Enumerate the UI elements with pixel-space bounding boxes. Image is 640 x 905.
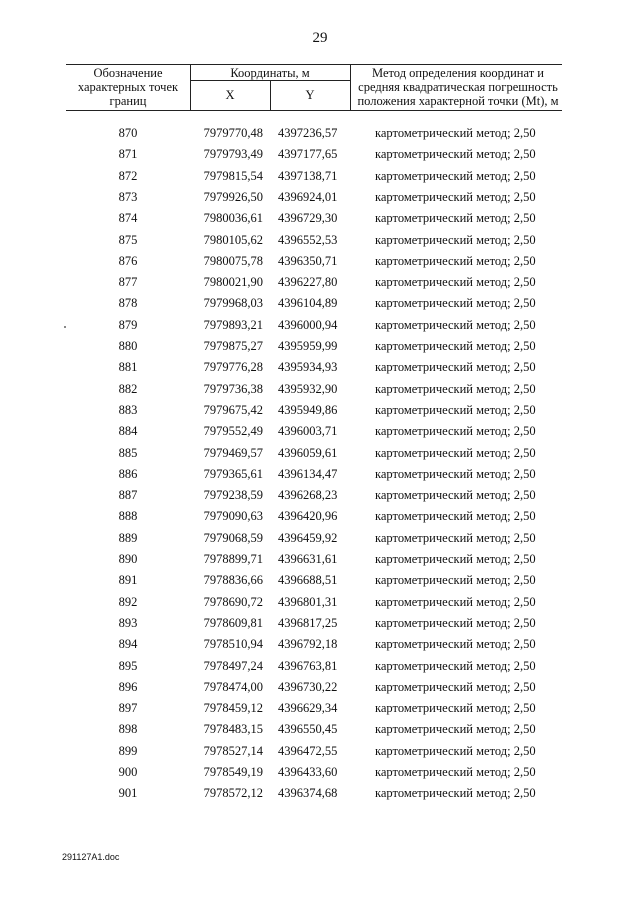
method-value: картометрический метод; 2,50 bbox=[375, 296, 536, 311]
x-value: 7979469,57 bbox=[203, 445, 263, 460]
point-id: 877 bbox=[118, 275, 138, 290]
table-row bbox=[0, 400, 640, 421]
point-id: 893 bbox=[118, 615, 138, 630]
method-value: картометрический метод; 2,50 bbox=[375, 530, 536, 545]
method-value: картометрический метод; 2,50 bbox=[375, 126, 536, 140]
y-value: 4396552,53 bbox=[278, 232, 338, 247]
x-value: 7978474,00 bbox=[203, 679, 263, 694]
table-row bbox=[0, 357, 640, 378]
header-coordinates: Координаты, м bbox=[230, 66, 310, 80]
y-value: 4395959,99 bbox=[278, 339, 338, 353]
table-row bbox=[0, 549, 640, 570]
point-id: 900 bbox=[118, 765, 138, 779]
point-id: 898 bbox=[118, 722, 138, 737]
y-value: 4396459,92 bbox=[278, 530, 338, 545]
point-id: 879 bbox=[118, 317, 138, 332]
y-value: 4396268,23 bbox=[278, 488, 338, 503]
point-id: 897 bbox=[118, 701, 138, 716]
point-id: 882 bbox=[118, 381, 138, 396]
x-value: 7978497,24 bbox=[203, 658, 263, 673]
x-value: 7979793,49 bbox=[203, 147, 263, 162]
method-value: картометрический метод; 2,50 bbox=[375, 424, 536, 439]
x-value: 7979090,63 bbox=[203, 509, 263, 524]
method-value: картометрический метод; 2,50 bbox=[375, 189, 536, 204]
point-id: 890 bbox=[118, 552, 138, 566]
method-value: картометрический метод; 2,50 bbox=[375, 360, 536, 375]
x-value: 7978899,71 bbox=[203, 552, 263, 566]
table-row bbox=[0, 443, 640, 464]
y-value: 4396104,89 bbox=[278, 296, 338, 311]
method-value: картометрический метод; 2,50 bbox=[375, 402, 536, 417]
point-id: 872 bbox=[118, 168, 138, 183]
x-value: 7979770,48 bbox=[203, 126, 263, 140]
table-row bbox=[0, 379, 640, 400]
header-y: Y bbox=[305, 88, 315, 102]
point-id: 885 bbox=[118, 445, 138, 460]
x-value: 7978609,81 bbox=[203, 615, 263, 630]
method-value: картометрический метод; 2,50 bbox=[375, 637, 536, 652]
y-value: 4396433,60 bbox=[278, 765, 338, 779]
x-value: 7978836,66 bbox=[203, 573, 263, 588]
point-id: 892 bbox=[118, 594, 138, 609]
point-id: 880 bbox=[118, 339, 138, 353]
method-value: картометрический метод; 2,50 bbox=[375, 594, 536, 609]
y-value: 4396550,45 bbox=[278, 722, 338, 737]
point-id: 886 bbox=[118, 466, 138, 481]
x-value: 7978549,19 bbox=[203, 765, 263, 779]
x-value: 7979815,54 bbox=[203, 168, 263, 183]
method-value: картометрический метод; 2,50 bbox=[375, 232, 536, 247]
method-value: картометрический метод; 2,50 bbox=[375, 552, 536, 566]
y-value: 4397236,57 bbox=[278, 126, 338, 140]
y-value: 4396730,22 bbox=[278, 679, 338, 694]
point-id: 891 bbox=[118, 573, 138, 588]
y-value: 4396792,18 bbox=[278, 637, 338, 652]
x-value: 7979365,61 bbox=[203, 466, 263, 481]
x-value: 7980105,62 bbox=[203, 232, 263, 247]
table-row bbox=[0, 230, 640, 251]
x-value: 7979875,27 bbox=[203, 339, 263, 353]
method-value: картометрический метод; 2,50 bbox=[375, 147, 536, 162]
method-value: картометрический метод; 2,50 bbox=[375, 615, 536, 630]
table-row bbox=[0, 677, 640, 698]
y-value: 4397177,65 bbox=[278, 147, 338, 162]
x-value: 7979552,49 bbox=[203, 424, 263, 439]
point-id: 883 bbox=[118, 402, 138, 417]
method-value: картометрический метод; 2,50 bbox=[375, 701, 536, 716]
y-value: 4396134,47 bbox=[278, 466, 338, 481]
y-value: 4396817,25 bbox=[278, 615, 338, 630]
x-value: 7979776,28 bbox=[203, 360, 263, 375]
table-row bbox=[0, 464, 640, 485]
y-value: 4396472,55 bbox=[278, 743, 338, 758]
table-row bbox=[0, 187, 640, 208]
header-bottom-rule bbox=[66, 110, 562, 111]
x-value: 7980021,90 bbox=[203, 275, 263, 290]
method-value: картометрический метод; 2,50 bbox=[375, 211, 536, 226]
method-value: картометрический метод; 2,50 bbox=[375, 445, 536, 460]
header-point-designation: Обозначение характерных точек границ bbox=[77, 66, 179, 108]
method-value: картометрический метод; 2,50 bbox=[375, 509, 536, 524]
point-id: 884 bbox=[118, 424, 138, 439]
y-value: 4397138,71 bbox=[278, 168, 338, 183]
point-id: 889 bbox=[118, 530, 138, 545]
point-id: 887 bbox=[118, 488, 138, 503]
method-value: картометрический метод; 2,50 bbox=[375, 339, 536, 353]
scan-speck bbox=[64, 326, 66, 328]
table-row bbox=[0, 698, 640, 719]
table-row bbox=[0, 592, 640, 613]
table-row bbox=[0, 293, 640, 314]
header-top-rule bbox=[66, 64, 562, 65]
x-value: 7979238,59 bbox=[203, 488, 263, 503]
method-value: картометрический метод; 2,50 bbox=[375, 573, 536, 588]
point-id: 881 bbox=[118, 360, 138, 375]
table-row bbox=[0, 613, 640, 634]
point-id: 888 bbox=[118, 509, 138, 524]
table-row bbox=[0, 656, 640, 677]
table-row bbox=[0, 166, 640, 187]
table-row bbox=[0, 272, 640, 293]
x-value: 7979675,42 bbox=[203, 402, 263, 417]
point-id: 878 bbox=[118, 296, 138, 311]
table-row bbox=[0, 634, 640, 655]
table-row bbox=[0, 315, 640, 336]
y-value: 4395932,90 bbox=[278, 381, 338, 396]
y-value: 4396420,96 bbox=[278, 509, 338, 524]
header-method: Метод определения координат и средняя квадратическая погрешность положения характерной точки (Mt), м bbox=[357, 66, 559, 108]
method-value: картометрический метод; 2,50 bbox=[375, 317, 536, 332]
x-value: 7979968,03 bbox=[203, 296, 263, 311]
table-row bbox=[0, 336, 640, 357]
y-value: 4396729,30 bbox=[278, 211, 338, 226]
table-row bbox=[0, 570, 640, 591]
table-row bbox=[0, 208, 640, 229]
x-value: 7978527,14 bbox=[203, 743, 263, 758]
page-number: 29 bbox=[312, 30, 328, 46]
x-value: 7980075,78 bbox=[203, 253, 263, 268]
x-value: 7979068,59 bbox=[203, 530, 263, 545]
y-value: 4396924,01 bbox=[278, 189, 338, 204]
point-id: 875 bbox=[118, 232, 138, 247]
table-row bbox=[0, 421, 640, 442]
method-value: картометрический метод; 2,50 bbox=[375, 466, 536, 481]
table-row bbox=[0, 251, 640, 272]
method-value: картометрический метод; 2,50 bbox=[375, 765, 536, 779]
point-id: 874 bbox=[118, 211, 138, 226]
header-divider bbox=[350, 64, 351, 111]
point-id: 870 bbox=[118, 126, 138, 140]
method-value: картометрический метод; 2,50 bbox=[375, 679, 536, 694]
table-row bbox=[0, 783, 640, 804]
x-value: 7978572,12 bbox=[203, 786, 263, 801]
table-row bbox=[0, 485, 640, 506]
table-row bbox=[0, 123, 640, 144]
header-x: X bbox=[225, 88, 235, 102]
x-value: 7978690,72 bbox=[203, 594, 263, 609]
method-value: картометрический метод; 2,50 bbox=[375, 488, 536, 503]
y-value: 4395949,86 bbox=[278, 402, 338, 417]
x-value: 7979926,50 bbox=[203, 189, 263, 204]
x-value: 7980036,61 bbox=[203, 211, 263, 226]
y-value: 4396631,61 bbox=[278, 552, 338, 566]
point-id: 896 bbox=[118, 679, 138, 694]
point-id: 894 bbox=[118, 637, 138, 652]
method-value: картометрический метод; 2,50 bbox=[375, 168, 536, 183]
y-value: 4396374,68 bbox=[278, 786, 338, 801]
method-value: картометрический метод; 2,50 bbox=[375, 786, 536, 801]
table-row bbox=[0, 144, 640, 165]
y-value: 4396227,80 bbox=[278, 275, 338, 290]
table-row bbox=[0, 528, 640, 549]
method-value: картометрический метод; 2,50 bbox=[375, 253, 536, 268]
point-id: 899 bbox=[118, 743, 138, 758]
y-value: 4396763,81 bbox=[278, 658, 338, 673]
x-value: 7978459,12 bbox=[203, 701, 263, 716]
y-value: 4396059,61 bbox=[278, 445, 338, 460]
point-id: 871 bbox=[118, 147, 138, 162]
y-value: 4395934,93 bbox=[278, 360, 338, 375]
point-id: 901 bbox=[118, 786, 138, 801]
table-row bbox=[0, 719, 640, 740]
x-value: 7979893,21 bbox=[203, 317, 263, 332]
x-value: 7979736,38 bbox=[203, 381, 263, 396]
y-value: 4396688,51 bbox=[278, 573, 338, 588]
table-row bbox=[0, 762, 640, 783]
point-id: 895 bbox=[118, 658, 138, 673]
y-value: 4396629,34 bbox=[278, 701, 338, 716]
y-value: 4396000,94 bbox=[278, 317, 338, 332]
table-header bbox=[66, 64, 562, 111]
file-name-footer: 291127A1.doc bbox=[62, 852, 120, 862]
method-value: картометрический метод; 2,50 bbox=[375, 381, 536, 396]
y-value: 4396003,71 bbox=[278, 424, 338, 439]
method-value: картометрический метод; 2,50 bbox=[375, 743, 536, 758]
y-value: 4396350,71 bbox=[278, 253, 338, 268]
x-value: 7978510,94 bbox=[203, 637, 263, 652]
method-value: картометрический метод; 2,50 bbox=[375, 275, 536, 290]
method-value: картометрический метод; 2,50 bbox=[375, 658, 536, 673]
y-value: 4396801,31 bbox=[278, 594, 338, 609]
method-value: картометрический метод; 2,50 bbox=[375, 722, 536, 737]
x-value: 7978483,15 bbox=[203, 722, 263, 737]
point-id: 873 bbox=[118, 189, 138, 204]
point-id: 876 bbox=[118, 253, 138, 268]
table-row bbox=[0, 506, 640, 527]
table-row bbox=[0, 741, 640, 762]
